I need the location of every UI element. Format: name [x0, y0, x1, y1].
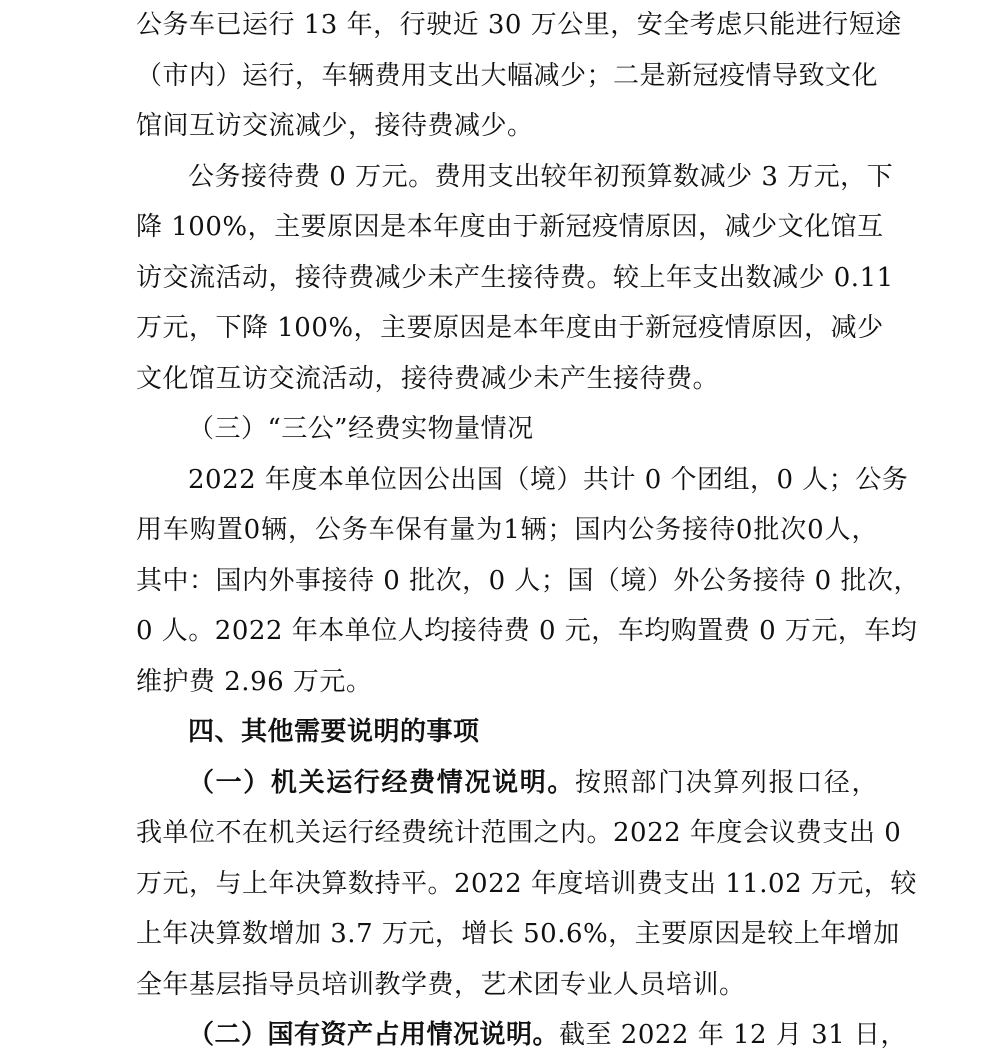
paragraph-lead: （一）机关运行经费情况说明。: [188, 767, 576, 798]
paragraph-text: 按照部门决算列报口径，: [575, 767, 878, 798]
paragraph-line: 我单位不在机关运行经费统计范围之内。2022 年度会议费支出 0: [136, 818, 902, 848]
paragraph-line: 文化馆互访交流活动，接待费减少未产生接待费。: [136, 363, 720, 394]
paragraph-line: [136, 758, 878, 809]
document-body: [136, 0, 920, 1059]
paragraph-line: 降 100%，主要原因是本年度由于新冠疫情原因，减少文化馆互: [136, 212, 884, 242]
section-heading: 四、其他需要说明的事项: [188, 717, 480, 747]
paragraph-line: 馆间互访交流减少，接待费减少。: [136, 111, 534, 141]
paragraph-line: 万元，与上年决算数持平。2022 年度培训费支出 11.02 万元，较: [136, 868, 917, 899]
paragraph-line: [136, 1010, 907, 1059]
paragraph-line: 上年决算数增加 3.7 万元，增长 50.6%，主要原因是较上年增加: [136, 919, 900, 949]
section-subheading: （三）“三公”经费实物量情况: [188, 414, 534, 444]
paragraph-line: 全年基层指导员培训教学费，艺术团专业人员培训。: [136, 969, 746, 1000]
paragraph-text: 截至 2022 年 12 月 31 日，: [559, 1020, 907, 1050]
paragraph-line: 公务车已运行 13 年，行驶近 30 万公里，安全考虑只能进行短途: [136, 10, 902, 40]
paragraph-line: 0 人。2022 年本单位人均接待费 0 元，车均购置费 0 万元，车均: [136, 616, 918, 646]
paragraph-line: 维护费 2.96 万元。: [136, 666, 373, 697]
paragraph-line: 用车购置0辆，公务车保有量为1辆；国内公务接待0批次0人，: [136, 515, 878, 545]
paragraph-line: 公务接待费 0 万元。费用支出较年初预算数减少 3 万元，下: [188, 161, 894, 192]
paragraph-line: 万元，下降 100%，主要原因是本年度由于新冠疫情原因，减少: [136, 313, 884, 343]
paragraph-line: 访交流活动，接待费减少未产生接待费。较上年支出数减少 0.11: [136, 262, 894, 293]
paragraph-line: （市内）运行，车辆费用支出大幅减少；二是新冠疫情导致文化: [136, 60, 879, 91]
paragraph-line: 其中：国内外事接待 0 批次，0 人；国（境）外公务接待 0 批次，: [136, 565, 920, 596]
paragraph-line: 2022 年度本单位因公出国（境）共计 0 个团组，0 人；公务: [188, 464, 909, 495]
paragraph-lead: （二）国有资产占用情况说明。: [188, 1020, 560, 1050]
